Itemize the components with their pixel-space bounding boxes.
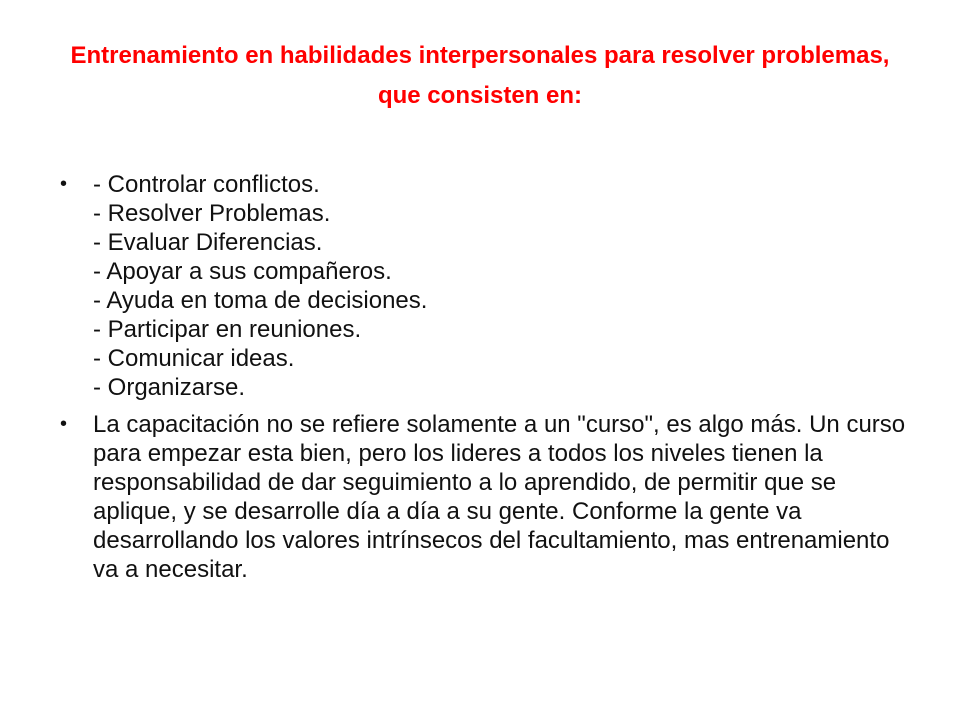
task-line: - Evaluar Diferencias. — [93, 229, 323, 256]
bullet-item-paragraph — [60, 410, 910, 584]
task-line: - Organizarse. — [93, 374, 246, 401]
body-paragraph: La capacitación no se refiere solamente a un "curso", es algo más. Un curso para empezar esta bien, pero los lideres a todos los niveles tienen la responsabilidad de dar seguimiento a lo aprendido, de permitir que se aplique, y se desarrolle día a día a su gente. Conforme la gente va desarrollando los valores intrínsecos del facultamiento, mas entrenamiento va a necesitar. — [93, 411, 906, 583]
task-line: - Apoyar a sus compañeros. — [93, 258, 392, 285]
bullet-list — [60, 170, 910, 592]
bullet-item-skills — [60, 170, 910, 402]
task-line: - Controlar conflictos. — [93, 171, 320, 198]
slide-title: Entrenamiento en habilidades interpersonales para resolver problemas, que consisten en: — [70, 42, 890, 109]
task-line: - Ayuda en toma de decisiones. — [93, 287, 428, 314]
bullet-icon: • — [60, 173, 68, 195]
task-line: - Resolver Problemas. — [93, 200, 331, 227]
bullet-icon: • — [60, 413, 68, 435]
task-line: - Participar en reuniones. — [93, 316, 362, 343]
task-line: - Comunicar ideas. — [93, 345, 295, 372]
